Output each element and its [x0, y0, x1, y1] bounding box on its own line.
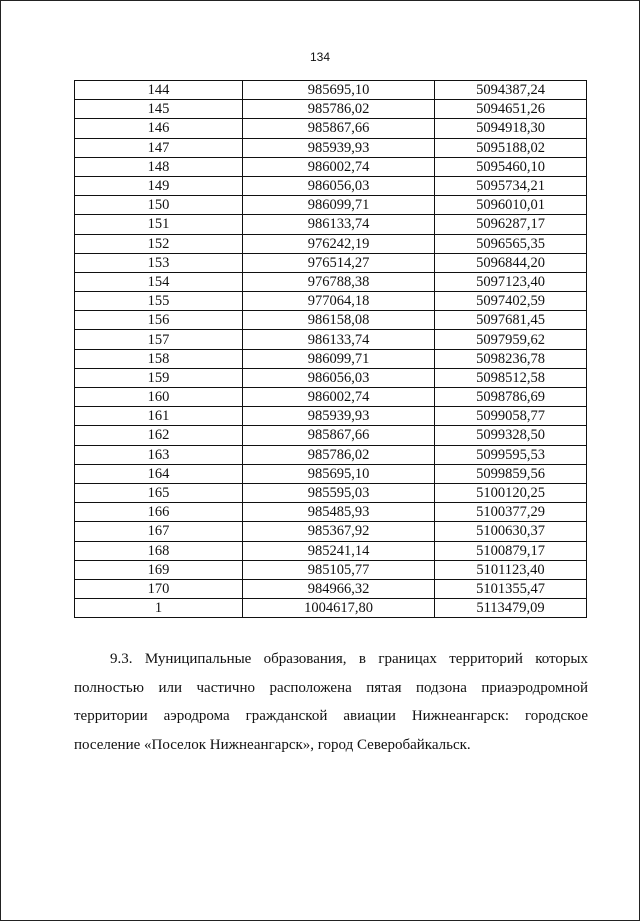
x-coordinate-cell: 976514,27	[243, 253, 435, 272]
table-row	[75, 560, 587, 579]
point-number-cell: 148	[75, 157, 243, 176]
x-coordinate-cell: 985867,66	[243, 426, 435, 445]
table-row	[75, 253, 587, 272]
point-number-cell: 144	[75, 81, 243, 100]
x-coordinate-cell: 986133,74	[243, 330, 435, 349]
y-coordinate-cell: 5095734,21	[435, 176, 587, 195]
x-coordinate-cell: 986099,71	[243, 196, 435, 215]
y-coordinate-cell: 5095460,10	[435, 157, 587, 176]
x-coordinate-cell: 985867,66	[243, 119, 435, 138]
point-number-cell: 161	[75, 407, 243, 426]
page-number: 134	[309, 50, 331, 64]
table-row	[75, 196, 587, 215]
y-coordinate-cell: 5100879,17	[435, 541, 587, 560]
y-coordinate-cell: 5100630,37	[435, 522, 587, 541]
x-coordinate-cell: 986158,08	[243, 311, 435, 330]
y-coordinate-cell: 5098512,58	[435, 368, 587, 387]
point-number-cell: 170	[75, 579, 243, 598]
point-number-cell: 154	[75, 272, 243, 291]
y-coordinate-cell: 5097123,40	[435, 272, 587, 291]
point-number-cell: 151	[75, 215, 243, 234]
coordinates-table-body	[75, 81, 587, 618]
y-coordinate-cell: 5097681,45	[435, 311, 587, 330]
table-row	[75, 483, 587, 502]
table-row	[75, 292, 587, 311]
point-number-cell: 164	[75, 464, 243, 483]
point-number-cell: 165	[75, 483, 243, 502]
x-coordinate-cell: 985595,03	[243, 483, 435, 502]
point-number-cell: 152	[75, 234, 243, 253]
table-row	[75, 157, 587, 176]
table-row	[75, 599, 587, 618]
y-coordinate-cell: 5099058,77	[435, 407, 587, 426]
point-number-cell: 167	[75, 522, 243, 541]
point-number-cell: 157	[75, 330, 243, 349]
y-coordinate-cell: 5094651,26	[435, 100, 587, 119]
x-coordinate-cell: 976788,38	[243, 272, 435, 291]
table-row	[75, 349, 587, 368]
section-paragraph: 9.3. Муниципальные образования, в границах территорий которых полностью или частично расположена пятая подзона приаэродромной территории аэродрома гражданской авиации Нижнеангарск: городское поселение «Поселок Нижнеангарск», город Северобайкальск.	[74, 651, 588, 753]
point-number-cell: 156	[75, 311, 243, 330]
table-row	[75, 215, 587, 234]
y-coordinate-cell: 5098786,69	[435, 388, 587, 407]
x-coordinate-cell: 985367,92	[243, 522, 435, 541]
x-coordinate-cell: 985485,93	[243, 503, 435, 522]
point-number-cell: 163	[75, 445, 243, 464]
table-row	[75, 81, 587, 100]
point-number-cell: 159	[75, 368, 243, 387]
table-row	[75, 330, 587, 349]
x-coordinate-cell: 985695,10	[243, 81, 435, 100]
x-coordinate-cell: 986133,74	[243, 215, 435, 234]
table-row	[75, 272, 587, 291]
point-number-cell: 150	[75, 196, 243, 215]
table-row	[75, 407, 587, 426]
y-coordinate-cell: 5099328,50	[435, 426, 587, 445]
y-coordinate-cell: 5099595,53	[435, 445, 587, 464]
point-number-cell: 149	[75, 176, 243, 195]
y-coordinate-cell: 5099859,56	[435, 464, 587, 483]
y-coordinate-cell: 5095188,02	[435, 138, 587, 157]
x-coordinate-cell: 985105,77	[243, 560, 435, 579]
y-coordinate-cell: 5097402,59	[435, 292, 587, 311]
x-coordinate-cell: 986002,74	[243, 157, 435, 176]
x-coordinate-cell: 984966,32	[243, 579, 435, 598]
table-row	[75, 541, 587, 560]
y-coordinate-cell: 5100120,25	[435, 483, 587, 502]
point-number-cell: 147	[75, 138, 243, 157]
x-coordinate-cell: 977064,18	[243, 292, 435, 311]
x-coordinate-cell: 1004617,80	[243, 599, 435, 618]
x-coordinate-cell: 985786,02	[243, 100, 435, 119]
table-row	[75, 445, 587, 464]
y-coordinate-cell: 5094918,30	[435, 119, 587, 138]
coordinates-table	[74, 80, 587, 618]
y-coordinate-cell: 5100377,29	[435, 503, 587, 522]
x-coordinate-cell: 986099,71	[243, 349, 435, 368]
table-row	[75, 426, 587, 445]
table-row	[75, 522, 587, 541]
table-row	[75, 176, 587, 195]
y-coordinate-cell: 5113479,09	[435, 599, 587, 618]
table-row	[75, 138, 587, 157]
y-coordinate-cell: 5097959,62	[435, 330, 587, 349]
table-row	[75, 579, 587, 598]
x-coordinate-cell: 985241,14	[243, 541, 435, 560]
table-row	[75, 119, 587, 138]
y-coordinate-cell: 5096844,20	[435, 253, 587, 272]
table-row	[75, 234, 587, 253]
y-coordinate-cell: 5101355,47	[435, 579, 587, 598]
table-row	[75, 311, 587, 330]
point-number-cell: 160	[75, 388, 243, 407]
y-coordinate-cell: 5096287,17	[435, 215, 587, 234]
point-number-cell: 166	[75, 503, 243, 522]
y-coordinate-cell: 5098236,78	[435, 349, 587, 368]
y-coordinate-cell: 5096565,35	[435, 234, 587, 253]
table-row	[75, 368, 587, 387]
table-row	[75, 388, 587, 407]
point-number-cell: 168	[75, 541, 243, 560]
y-coordinate-cell: 5096010,01	[435, 196, 587, 215]
point-number-cell: 155	[75, 292, 243, 311]
point-number-cell: 158	[75, 349, 243, 368]
point-number-cell: 146	[75, 119, 243, 138]
table-row	[75, 100, 587, 119]
point-number-cell: 169	[75, 560, 243, 579]
x-coordinate-cell: 976242,19	[243, 234, 435, 253]
x-coordinate-cell: 985786,02	[243, 445, 435, 464]
point-number-cell: 153	[75, 253, 243, 272]
x-coordinate-cell: 985939,93	[243, 138, 435, 157]
x-coordinate-cell: 986056,03	[243, 176, 435, 195]
y-coordinate-cell: 5101123,40	[435, 560, 587, 579]
x-coordinate-cell: 986002,74	[243, 388, 435, 407]
point-number-cell: 1	[75, 599, 243, 618]
x-coordinate-cell: 986056,03	[243, 368, 435, 387]
table-row	[75, 464, 587, 483]
y-coordinate-cell: 5094387,24	[435, 81, 587, 100]
point-number-cell: 162	[75, 426, 243, 445]
x-coordinate-cell: 985695,10	[243, 464, 435, 483]
x-coordinate-cell: 985939,93	[243, 407, 435, 426]
point-number-cell: 145	[75, 100, 243, 119]
table-row	[75, 503, 587, 522]
